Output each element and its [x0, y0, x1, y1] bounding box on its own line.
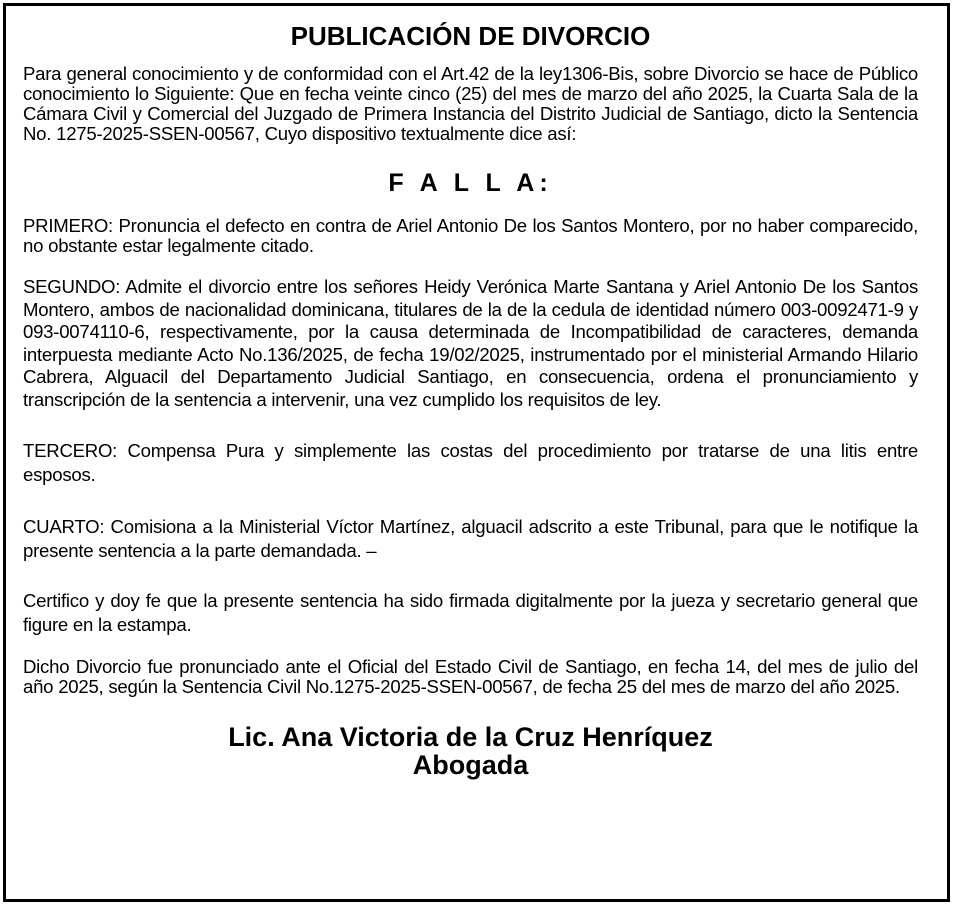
- verdict-heading: F A L L A:: [388, 169, 553, 197]
- intro-paragraph: Para general conocimiento y de conformidad con el Art.42 de la ley1306-Bis, sobre Divorcio se hace de Público conocimiento lo Siguiente: Que en fecha veinte cinco (25) del mes de marzo del año 2025, la Cuarta Sala de la Cámara Civil y Comercial del Juzgado de Primera Instancia del Distrito Judicial de Santiago, dicto la Sentencia No. 1275-2025-SSEN-00567, Cuyo dispositivo textualmente dice así:: [23, 63, 918, 144]
- closing-paragraph: Dicho Divorcio fue pronunciado ante el Oficial del Estado Civil de Santiago, en fecha 14, del mes de julio del año 2025, según la Sentencia Civil No.1275-2025-SSEN-00567, de fecha 25 del mes de marzo del año 2025.: [23, 656, 918, 697]
- tercero-paragraph: TERCERO: Compensa Pura y simplemente las costas del procedimiento por tratarse de una litis entre esposos.: [23, 440, 918, 485]
- certifico-paragraph: Certifico y doy fe que la presente sentencia ha sido firmada digitalmente por la jueza y secretario general que figure en la estampa.: [23, 590, 918, 635]
- cuarto-paragraph: CUARTO: Comisiona a la Ministerial Víctor Martínez, alguacil adscrito a este Tribunal, para que le notifique la presente sentencia a la parte demandada. –: [23, 516, 918, 561]
- signature-role: Abogada: [412, 750, 529, 780]
- signature-name: Lic. Ana Victoria de la Cruz Henríquez: [228, 722, 713, 752]
- notice-content: [23, 18, 918, 779]
- segundo-paragraph: SEGUNDO: Admite el divorcio entre los señores Heidy Verónica Marte Santana y Ariel Antonio De los Santos Montero, ambos de nacionalidad dominicana, titulares de la de la cedula de identidad número 003-0092471-9 y 093-0074110-6, respectivamente, por la causa determinada de Incompatibilidad de caracteres, demanda interpuesta mediante Acto No.136/2025, de fecha 19/02/2025, instrumentado por el ministerial Armando Hilario Cabrera, Alguacil del Departamento Judicial Santiago, en consecuencia, ordena el pronunciamiento y transcripción de la sentencia a intervenir, una vez cumplido los requisitos de ley.: [23, 276, 918, 410]
- primero-paragraph: PRIMERO: Pronuncia el defecto en contra de Ariel Antonio De los Santos Montero, por no haber comparecido, no obstante estar legalmente citado.: [23, 215, 918, 256]
- notice-title: PUBLICACIÓN DE DIVORCIO: [290, 21, 651, 51]
